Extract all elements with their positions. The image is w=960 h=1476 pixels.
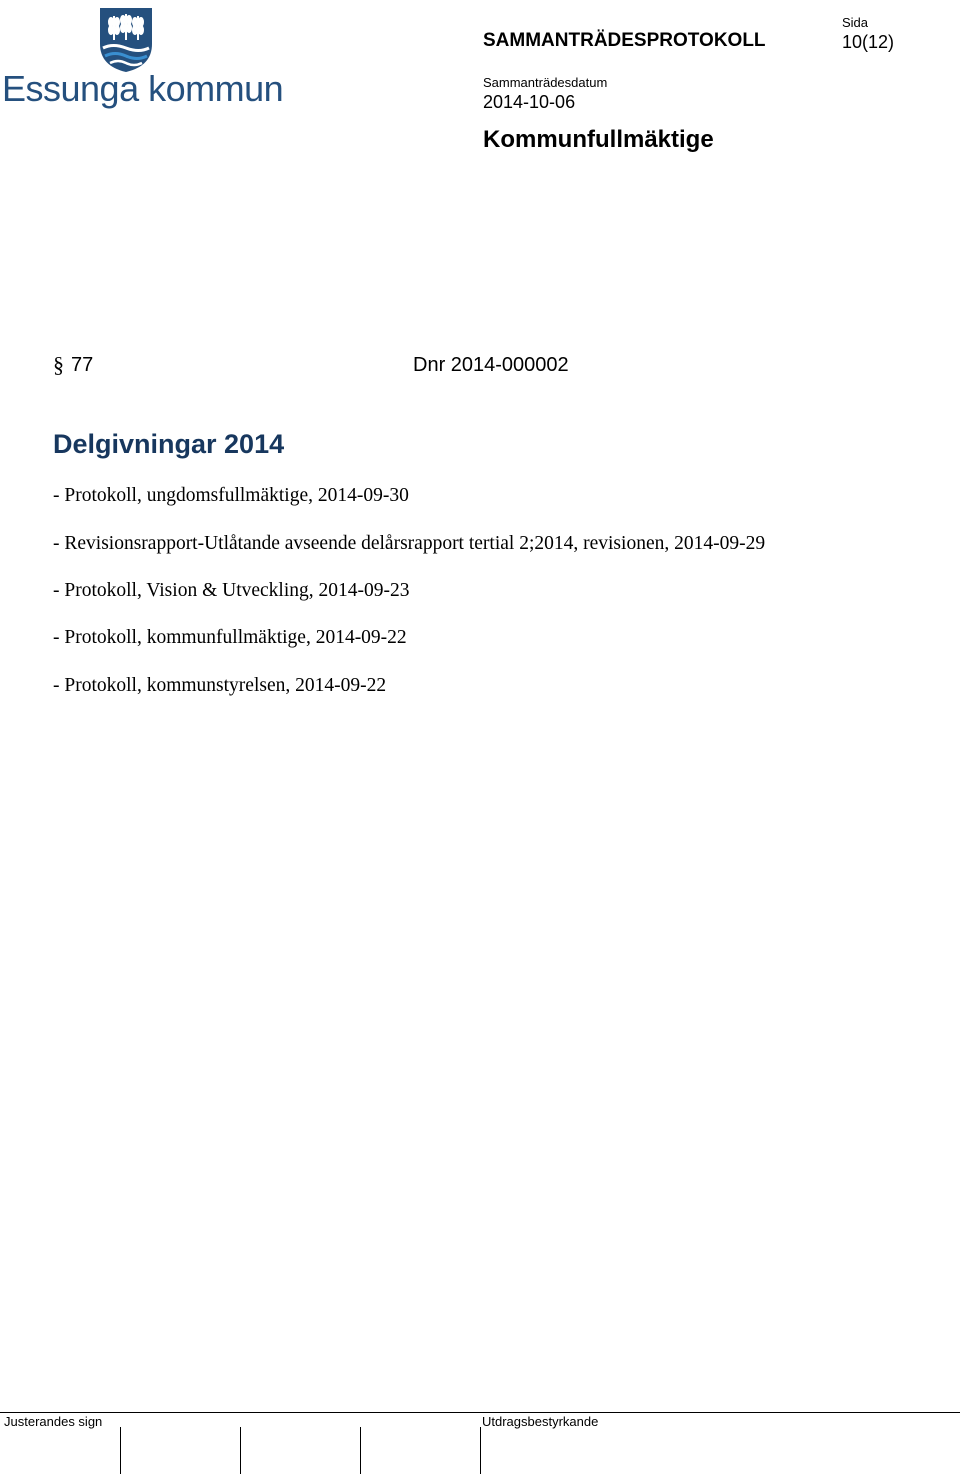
signature-box-divider	[480, 1427, 481, 1474]
paragraph-number: 77	[71, 354, 94, 376]
list-item: - Protokoll, kommunstyrelsen, 2014-09-22	[53, 675, 387, 696]
paragraph-symbol: §	[53, 352, 64, 377]
committee-name: Kommunfullmäktige	[483, 126, 714, 153]
logo-wordmark: Essunga kommun	[2, 68, 284, 109]
document-type: SAMMANTRÄDESPROTOKOLL	[483, 30, 766, 51]
meeting-date-label: Sammanträdesdatum	[483, 75, 608, 90]
footer-divider	[0, 1412, 960, 1413]
list-item: - Protokoll, ungdomsfullmäktige, 2014-09-30	[53, 485, 409, 506]
page-number: 10(12)	[842, 32, 895, 52]
item-title: Delgivningar 2014	[53, 429, 285, 459]
coat-of-arms-icon	[0, 4, 260, 74]
certification-label: Utdragsbestyrkande	[482, 1414, 599, 1429]
signature-box-divider	[360, 1427, 361, 1474]
case-number: Dnr 2014-000002	[413, 354, 569, 376]
signature-box-divider	[240, 1427, 241, 1474]
list-item: - Protokoll, Vision & Utveckling, 2014-09-23	[53, 580, 410, 601]
list-item: - Protokoll, kommunfullmäktige, 2014-09-22	[53, 627, 407, 648]
signature-label: Justerandes sign	[4, 1414, 103, 1429]
list-item: - Revisionsrapport-Utlåtande avseende delårsrapport tertial 2;2014, revisionen, 2014-09-29	[53, 533, 766, 554]
meeting-date: 2014-10-06	[483, 92, 576, 112]
signature-box-divider	[120, 1427, 121, 1474]
page-label: Sida	[842, 15, 869, 30]
